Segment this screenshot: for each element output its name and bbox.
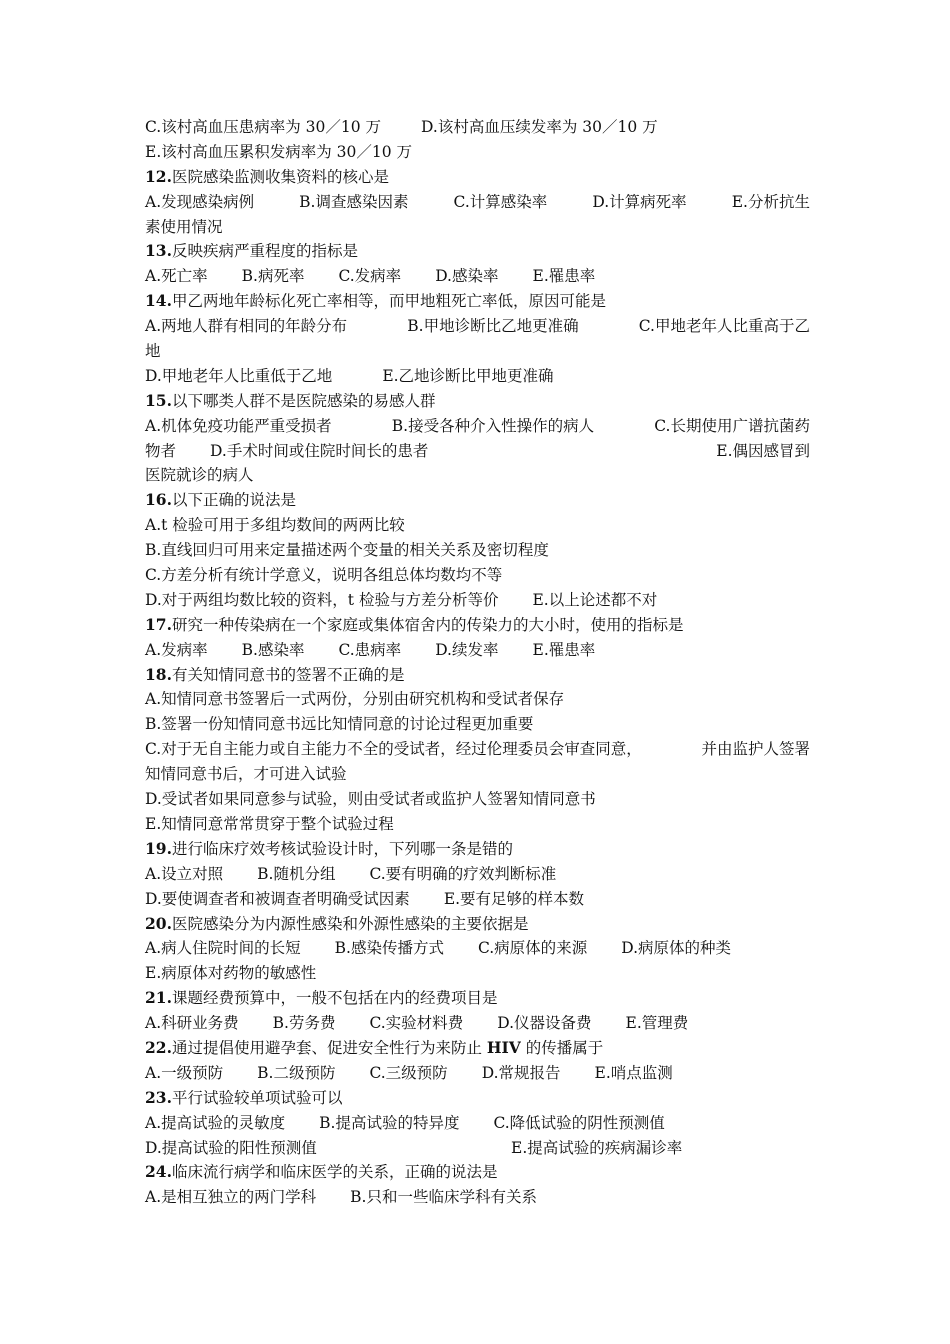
option-a: A.科研业务费 [145, 1014, 239, 1033]
option-c: C.实验材料费 [369, 1014, 464, 1033]
option-e: E.罹患率 [532, 640, 596, 659]
question-number: 14. [145, 291, 172, 311]
question-number: 22. [145, 1037, 172, 1057]
question-number: 15. [145, 390, 172, 410]
question-13 [145, 239, 810, 264]
question-number: 24. [145, 1162, 172, 1182]
option-b: B.甲地诊断比乙地更准确 [407, 317, 579, 336]
question-text: 以下正确的说法是 [171, 491, 296, 510]
option-c: C.方差分析有统计学意义，说明各组总体均数均不等 [145, 566, 503, 585]
option-d: D.要使调查者和被调查者明确受试因素 [145, 889, 410, 908]
option-e: E.偶因感冒到 [716, 441, 810, 460]
question-text: 医院感染监测收集资料的核心是 [171, 167, 389, 186]
option-a: A.发病率 [145, 640, 208, 659]
option-d: D.提高试验的阳性预测值 [145, 1138, 317, 1157]
option-b: B.直线回归可用来定量描述两个变量的相关关系及密切程度 [145, 541, 549, 560]
question-text: 甲乙两地年龄标化死亡率相等，而甲地粗死亡率低，原因可能是 [171, 292, 606, 311]
question-text: 有关知情同意书的签署不正确的是 [171, 665, 405, 684]
option-line [145, 588, 810, 613]
option-e: E.知情同意常常贯穿于整个试验过程 [145, 814, 394, 833]
question-text: 医院感染分为内源性感染和外源性感染的主要依据是 [171, 914, 529, 933]
option-c: C.发病率 [338, 267, 402, 286]
option-line [145, 638, 810, 663]
question-text: 以下哪类人群不是医院感染的易感人群 [171, 391, 436, 410]
option-line [145, 887, 810, 912]
option-line [145, 687, 810, 712]
option-line [145, 115, 810, 140]
question-17 [145, 613, 810, 638]
option-d: D.受试者如果同意参与试验，则由受试者或监护人签署知情同意书 [145, 790, 596, 809]
option-continuation: 地 [145, 342, 161, 361]
option-b: B.感染率 [241, 640, 305, 659]
option-b: B.接受各种介入性操作的病人 [391, 416, 595, 435]
option-b: B.提高试验的特异度 [319, 1113, 460, 1132]
option-b: B.签署一份知情同意书远比知情同意的讨论过程更加重要 [145, 715, 534, 734]
question-24 [145, 1160, 810, 1185]
option-e: E.要有足够的样本数 [443, 889, 585, 908]
option-line [145, 936, 810, 961]
option-a: A.机体免疫功能严重受损者 [145, 416, 332, 435]
question-text: 反映疾病严重程度的指标是 [171, 242, 358, 261]
option-d: D.计算病死率 [592, 192, 687, 211]
question-15 [145, 389, 810, 414]
question-number: 23. [145, 1087, 172, 1107]
question-18 [145, 663, 810, 688]
option-line [145, 513, 810, 538]
option-d: D.续发率 [435, 640, 499, 659]
option-c: C.计算感染率 [453, 192, 548, 211]
option-line [145, 439, 810, 464]
option-c: C.该村高血压患病率为 30／10 万 [145, 118, 382, 136]
option-c: C.要有明确的疗效判断标准 [369, 864, 557, 883]
option-c: C.三级预防 [369, 1063, 448, 1082]
question-12 [145, 165, 810, 190]
option-b: B.劳务费 [272, 1014, 336, 1033]
option-a: A.死亡率 [145, 267, 208, 286]
question-number: 20. [145, 913, 172, 933]
option-a: A.设立对照 [145, 864, 224, 883]
option-d: D.该村高血压续发率为 30／10 万 [421, 118, 658, 136]
option-c: C.患病率 [338, 640, 402, 659]
option-c: C.病原体的来源 [477, 939, 588, 958]
option-d: D.仪器设备费 [497, 1014, 592, 1033]
option-b: B.感染传播方式 [334, 939, 444, 958]
option-continuation: 素使用情况 [145, 217, 223, 236]
question-text: 通过提倡使用避孕套、促进安全性行为来防止 [171, 1038, 487, 1057]
question-22 [145, 1036, 810, 1061]
option-a: A.知情同意书签署后一式两份，分别由研究机构和受试者保存 [145, 690, 565, 709]
option-line [145, 563, 810, 588]
option-c-continued: 并由监护人签署 [701, 740, 810, 759]
question-23 [145, 1086, 810, 1111]
option-a: A.两地人群有相同的年龄分布 [145, 317, 348, 336]
option-line [145, 762, 810, 787]
option-line [145, 812, 810, 837]
question-text: 平行试验较单项试验可以 [171, 1088, 343, 1107]
option-a: A.发现感染病例 [145, 192, 255, 211]
option-line [145, 414, 810, 439]
question-number: 12. [145, 166, 172, 186]
option-line [145, 140, 810, 165]
option-line [145, 862, 810, 887]
option-line [145, 538, 810, 563]
option-line [145, 463, 810, 488]
option-continuation: 物者 [145, 441, 177, 460]
document-page [145, 115, 810, 1210]
option-a: A.一级预防 [145, 1063, 224, 1082]
option-d: D.甲地老年人比重低于乙地 [145, 366, 333, 385]
question-text: 进行临床疗效考核试验设计时，下列哪一条是错的 [171, 839, 513, 858]
question-text-hiv: HIV [486, 1037, 521, 1057]
option-b: B.二级预防 [257, 1063, 336, 1082]
option-e: E.该村高血压累积发病率为 30／10 万 [145, 142, 413, 161]
question-21 [145, 986, 810, 1011]
option-c: C.长期使用广谱抗菌药 [654, 416, 810, 435]
option-e: E.管理费 [625, 1014, 689, 1033]
question-number: 19. [145, 838, 172, 858]
option-line [145, 737, 810, 762]
option-a: A.是相互独立的两门学科 [145, 1188, 317, 1207]
option-line [145, 1061, 810, 1086]
question-16 [145, 488, 810, 513]
option-e: E.乙地诊断比甲地更准确 [382, 366, 554, 385]
question-20 [145, 912, 810, 937]
option-line [145, 787, 810, 812]
option-continuation: 知情同意书后，才可进入试验 [145, 765, 347, 784]
question-text: 临床流行病学和临床医学的关系，正确的说法是 [171, 1163, 498, 1182]
option-a: A.t 检验可用于多组均数间的两两比较 [145, 516, 405, 535]
option-line [145, 364, 810, 389]
option-e: E.以上论述都不对 [532, 590, 658, 609]
option-line [145, 314, 810, 339]
option-line [145, 961, 810, 986]
option-a: A.提高试验的灵敏度 [145, 1113, 286, 1132]
option-e: E.病原体对药物的敏感性 [145, 964, 317, 983]
option-c: C.降低试验的阴性预测值 [493, 1113, 665, 1132]
option-e: E.罹患率 [532, 267, 596, 286]
option-d: D.手术时间或住院时间长的患者 [210, 441, 429, 460]
option-d: D.对于两组均数比较的资料，t 检验与方差分析等价 [145, 590, 499, 609]
question-number: 17. [145, 614, 172, 634]
option-line [145, 1111, 810, 1136]
option-c: C.甲地老年人比重高于乙 [638, 317, 810, 336]
option-a: A.病人住院时间的长短 [145, 939, 301, 958]
option-line [145, 712, 810, 737]
option-line [145, 264, 810, 289]
option-c: C.对于无自主能力或自主能力不全的受试者，经过伦理委员会审查同意， [145, 740, 642, 759]
option-line [145, 190, 810, 215]
question-text: 的传播属于 [520, 1038, 604, 1057]
question-number: 21. [145, 988, 172, 1008]
option-e: E.哨点监测 [594, 1063, 673, 1082]
question-number: 16. [145, 490, 172, 510]
option-d: D.病原体的种类 [621, 939, 732, 958]
option-b: B.病死率 [241, 267, 305, 286]
option-line [145, 1011, 810, 1036]
option-e: E.提高试验的疾病漏诊率 [511, 1138, 683, 1157]
option-line [145, 215, 810, 240]
question-number: 18. [145, 664, 172, 684]
question-19 [145, 837, 810, 862]
option-d: D.感染率 [435, 267, 499, 286]
question-text: 研究一种传染病在一个家庭或集体宿舍内的传染力的大小时，使用的指标是 [171, 615, 684, 634]
option-d: D.常规报告 [481, 1063, 561, 1082]
option-e: E.分析抗生 [731, 192, 810, 211]
question-14 [145, 289, 810, 314]
option-line [145, 1136, 810, 1161]
option-line [145, 1185, 810, 1210]
option-b: B.只和一些临床学科有关系 [350, 1188, 537, 1207]
question-number: 13. [145, 241, 172, 261]
option-b: B.随机分组 [257, 864, 336, 883]
option-continuation: 医院就诊的病人 [145, 466, 254, 485]
option-line [145, 339, 810, 364]
option-b: B.调查感染因素 [299, 192, 409, 211]
question-text: 课题经费预算中，一般不包括在内的经费项目是 [171, 989, 498, 1008]
